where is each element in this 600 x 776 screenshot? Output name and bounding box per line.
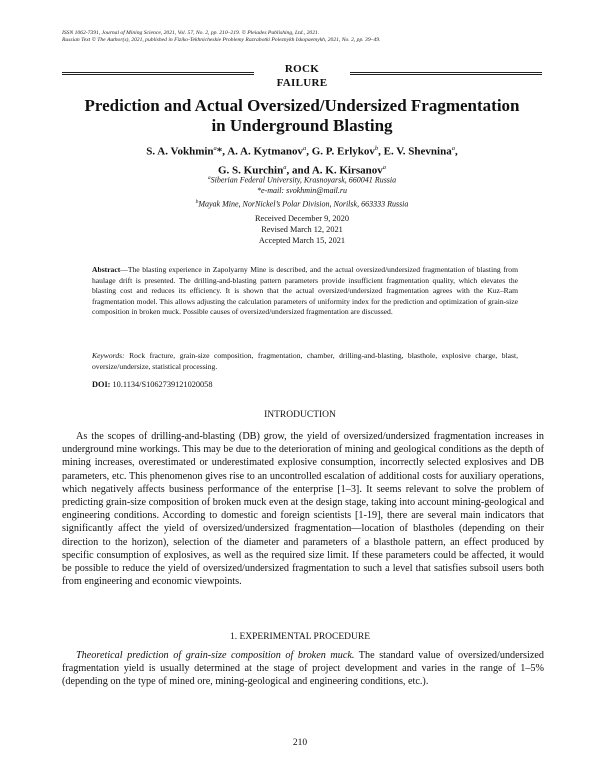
author-6-sup: a	[382, 163, 386, 171]
date-revised: Revised March 12, 2021	[261, 225, 343, 234]
author-2-sup: a	[302, 145, 307, 152]
dates	[62, 213, 542, 246]
affiliations	[62, 173, 542, 210]
affiliation-a-sup: a	[207, 175, 211, 181]
author-4: E. V. Shevnina	[383, 145, 452, 158]
journal-meta	[62, 30, 542, 44]
doi-label: DOI:	[92, 380, 111, 389]
experimental-text: The standard value of oversized/undersized fragmentation yield is usually determined at the stage of project development and varies in the range of 1–5% (depending on the type of mined ore, mining-geological and engineering conditions, etc.).	[62, 650, 544, 688]
author-1-sup: a	[213, 145, 217, 152]
doi-value: 10.1134/S1062739121020058	[110, 380, 213, 389]
abstract	[92, 265, 518, 318]
date-received: Received December 9, 2020	[255, 214, 349, 223]
keywords-text: Rock fracture, grain-size composition, fragmentation, chamber, drilling-and-blasting, blasthole, explosive charge, blast, oversize/undersize, statistical processing.	[92, 351, 518, 371]
page-number: 210	[292, 738, 308, 748]
affiliation-a	[62, 173, 542, 186]
author-6: A. K. Kirsanov	[311, 164, 383, 177]
experimental-paragraph	[62, 649, 544, 689]
author-5: G. S. Kurchin	[217, 164, 284, 177]
author-2: A. A. Kytmanov	[227, 145, 303, 158]
section-word-2: FAILURE	[276, 77, 328, 89]
author-3: G. P. Erlykov	[311, 145, 375, 158]
doi	[92, 379, 518, 390]
abstract-label: Abstract	[92, 265, 121, 274]
author-line-1: S. A. Vokhmin$^a$*, A. A. Kytmanov$^a$, G. P. Erlykov$^b$, E. V. Shevnina$^a$,	[146, 145, 458, 158]
affiliation-b-text: Mayak Mine, NorNickel’s Polar Division, Norilsk, 663333 Russia	[198, 199, 409, 209]
journal-meta-line-2: Russian Text © The Author(s), 2021, published in Fiziko-Tekhnicheskie Problemy Razrabotki Poleznykh Iskopaemykh, 2021, No. 2, pp. 39–49.	[62, 37, 381, 43]
abstract-text: —The blasting experience in Zapolyarny Mine is described, and the actual oversized/undersized fragmentation of blasting from haulage drift is presented. The drilling-and-blasting pattern parameters provide insufficient fragmentation quality, which elevates the blasting cost and reduces its efficiency. It is shown that the actual oversized/undersized fragmentation agrees with the Kuz–Ram fragmentation model. This allows adjusting the calculation parameters of uniformity index for the prediction and optimization of grain-size composition in broken muck. Possible causes of oversized/undersized fragmentation are discussed.	[92, 265, 518, 317]
date-accepted: Accepted March 15, 2021	[258, 236, 346, 245]
affiliation-b	[62, 197, 542, 210]
paper-title	[62, 96, 542, 136]
affiliation-b-sup: b	[195, 198, 199, 205]
section-heading	[62, 62, 542, 90]
rule-right	[350, 72, 542, 75]
introduction-paragraph: As the scopes of drilling-and-blasting (DB) grow, the yield of oversized/undersized fragmentation increases in underground mine workings. This may be due to the deterioration of mining and geological conditions as the depth of mining increases, overestimated or underestimated explosive consumption, incorrectly selected explosives and DB parameters, etc. This phenomenon gives rise to an uncontrolled escalation of additional costs for auxiliary operations, which negatively affects business performance of the enterprise [1–3]. It seems relevant to solve the problem of predicting grain-size composition of broken muck even at the design stage, taking into account mining-geological and engineering conditions. According to domestic and foreign scientists [1-19], there are several main indicators that significantly affect the yield of oversized/undersized fragmentation—location of blastholes (depending on their direction to the horizon), selection of the diameter and parameters of a blasthole pattern, an effect produced by specific consumption of explosives, as well as the required size limit. If these parameters could be affected, it would be possible to reduce the yield of oversized/undersized fragmentation to such a level that satisfies subsoil users both from engineering and economic viewpoints.	[62, 431, 544, 588]
author-3-sup: b	[374, 145, 379, 152]
author-4-sup: a	[451, 145, 455, 152]
paper-title-line-2: in Underground Blasting	[211, 116, 393, 135]
author-1: S. A. Vokhmin	[146, 145, 214, 158]
rule-left	[62, 72, 254, 75]
author-email: *e-mail: svokhmin@mail.ru	[256, 186, 347, 196]
journal-meta-line-1: ISSN 1062-7391, Journal of Mining Science, 2021, Vol. 57, No. 2, pp. 210–219. © Pleiades Publishing, Ltd., 2021.	[62, 30, 320, 36]
introduction-heading: INTRODUCTION	[264, 410, 336, 420]
experimental-heading: 1. EXPERIMENTAL PROCEDURE	[229, 632, 371, 642]
affiliation-a-text: Siberian Federal University, Krasnoyarsk, 660041 Russia	[210, 175, 397, 185]
keywords	[92, 351, 518, 372]
author-line-2: G. S. Kurchin$^a$, and A. K. Kirsanov$^a$	[217, 163, 386, 177]
section-word-1: ROCK	[284, 63, 320, 75]
paper-title-line-1: Prediction and Actual Oversized/Undersized Fragmentation	[84, 96, 520, 115]
keywords-label: Keywords:	[92, 351, 125, 360]
experimental-lead: Theoretical prediction of grain-size composition of broken muck.	[76, 650, 355, 661]
author-5-sup: a	[283, 163, 287, 171]
